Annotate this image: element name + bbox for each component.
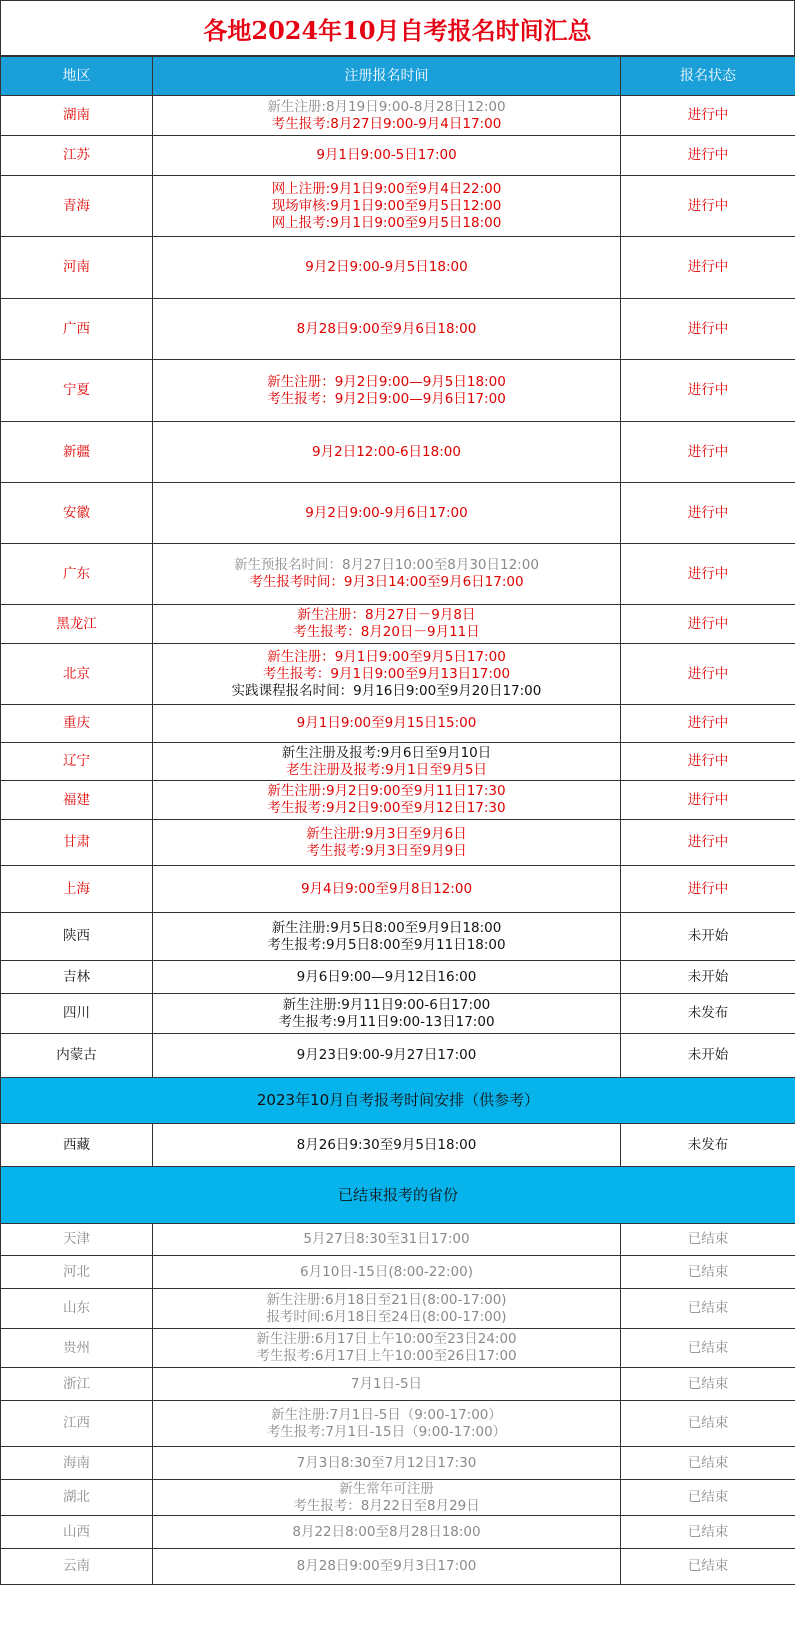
time-line: 实践课程报名时间：9月16日9:00至9月20日17:00 [231,682,542,699]
time-cell [153,96,621,136]
table-row [1,1368,795,1401]
time-cell [153,1124,621,1167]
time-line: 新生常年可注册 [339,1480,434,1497]
status-cell: 已结束 [621,1480,795,1516]
region-cell: 吉林 [1,961,153,994]
time-cell [153,1549,621,1585]
time-line: 新生注册:9月5日8:00至9月9日18:00 [271,919,502,936]
status-cell: 未开始 [621,961,795,994]
time-line: 网上报考:9月1日9:00至9月5日18:00 [271,214,502,231]
table-row [1,237,795,299]
status-cell: 进行中 [621,820,795,866]
table-row [1,299,795,360]
table-row [1,605,795,644]
status-cell: 进行中 [621,705,795,743]
time-cell [153,1034,621,1078]
region-cell: 四川 [1,994,153,1034]
section-ended-wrapper [1,1167,795,1224]
time-line: 7月1日-5日 [350,1375,423,1392]
status-cell: 进行中 [621,866,795,913]
time-cell [153,913,621,961]
status-cell: 未开始 [621,913,795,961]
table-row [1,994,795,1034]
table-row [1,1289,795,1329]
registration-table [0,56,795,1585]
region-cell: 广东 [1,544,153,605]
time-line: 考生报考:7月1日-15日（9:00-17:00） [266,1423,507,1440]
region-cell: 陕西 [1,913,153,961]
time-cell [153,1480,621,1516]
section-title-ended: 已结束报考的省份 [1,1167,795,1224]
time-line: 老生注册及报考:9月1日至9月5日 [286,761,487,778]
status-cell: 进行中 [621,605,795,644]
table-row [1,96,795,136]
region-cell: 内蒙古 [1,1034,153,1078]
status-cell: 已结束 [621,1224,795,1256]
table-row [1,1516,795,1549]
time-cell [153,961,621,994]
region-cell: 重庆 [1,705,153,743]
status-cell: 进行中 [621,176,795,237]
region-cell: 湖南 [1,96,153,136]
region-cell: 西藏 [1,1124,153,1167]
page-title: 各地2024年10月自考报名时间汇总 [0,0,795,56]
region-cell: 安徽 [1,483,153,544]
table-row [1,1124,795,1167]
time-cell [153,994,621,1034]
time-line: 7月3日8:30至7月12日17:30 [296,1454,477,1471]
time-cell [153,605,621,644]
time-cell [153,176,621,237]
time-cell [153,1289,621,1329]
table-row [1,781,795,820]
time-cell [153,1516,621,1549]
region-cell: 湖北 [1,1480,153,1516]
table-row [1,1549,795,1585]
time-cell [153,1447,621,1480]
status-cell: 未发布 [621,994,795,1034]
time-line: 9月2日9:00-9月6日17:00 [305,504,468,521]
table-row [1,820,795,866]
time-line: 新生注册:6月18日至21日(8:00-17:00) [266,1291,507,1308]
status-cell: 进行中 [621,483,795,544]
time-line: 新生注册:8月19日9:00-8月28日12:00 [267,98,506,115]
time-cell [153,237,621,299]
time-line: 考生报考：8月20日－9月11日 [293,624,480,640]
time-line: 考生报考：9月1日9:00至9月13日17:00 [262,665,511,682]
time-line: 6月10日-15日(8:00-22:00) [300,1263,473,1280]
table-row [1,866,795,913]
time-line: 9月4日9:00至9月8日12:00 [300,880,473,897]
region-cell: 河南 [1,237,153,299]
time-line: 8月26日9:30至9月5日18:00 [296,1136,477,1153]
time-line: 新生注册:7月1日-5日（9:00-17:00） [271,1406,502,1423]
region-cell: 浙江 [1,1368,153,1401]
time-line: 新生注册:9月3日至9月6日 [306,825,467,842]
time-cell [153,644,621,705]
time-line: 考生报考:9月5日8:00至9月11日18:00 [267,936,506,953]
time-cell [153,1368,621,1401]
time-line: 现场审核:9月1日9:00至9月5日12:00 [271,197,502,214]
region-cell: 广西 [1,299,153,360]
section-title-2023: 2023年10月自考报考时间安排（供参考） [1,1078,795,1124]
table-row [1,1034,795,1078]
status-cell: 已结束 [621,1516,795,1549]
table-body-2023 [1,1124,795,1167]
time-line: 网上注册:9月1日9:00至9月4日22:00 [271,180,502,197]
time-cell [153,820,621,866]
status-cell: 进行中 [621,781,795,820]
time-line: 考生报考：8月22日至8月29日 [293,1497,480,1514]
time-line: 8月28日9:00至9月6日18:00 [296,320,477,337]
table-row [1,1224,795,1256]
table-row [1,961,795,994]
time-line: 新生注册及报考:9月6日至9月10日 [281,744,492,761]
time-line: 新生注册:9月2日9:00至9月11日17:30 [267,783,506,799]
time-cell [153,136,621,176]
region-cell: 黑龙江 [1,605,153,644]
section-row-2023 [1,1078,795,1124]
table-row [1,1447,795,1480]
time-cell [153,1256,621,1289]
time-cell [153,299,621,360]
section-row-ended [1,1167,795,1224]
region-cell: 青海 [1,176,153,237]
status-cell: 进行中 [621,644,795,705]
time-line: 报考时间:6月18日至24日(8:00-17:00) [266,1308,507,1325]
region-cell: 云南 [1,1549,153,1585]
table-row [1,743,795,781]
region-cell: 海南 [1,1447,153,1480]
table-row [1,1480,795,1516]
region-cell: 福建 [1,781,153,820]
time-line: 9月2日9:00-9月5日18:00 [305,259,468,275]
region-cell: 河北 [1,1256,153,1289]
table-row [1,1401,795,1447]
table-row [1,1329,795,1368]
table-row [1,913,795,961]
region-cell: 江苏 [1,136,153,176]
region-cell: 辽宁 [1,743,153,781]
time-cell [153,1224,621,1256]
region-cell: 贵州 [1,1329,153,1368]
time-cell [153,1401,621,1447]
region-cell: 天津 [1,1224,153,1256]
status-cell: 已结束 [621,1289,795,1329]
time-line: 9月6日9:00—9月12日16:00 [296,968,477,985]
status-cell: 已结束 [621,1329,795,1368]
time-line: 8月28日9:00至9月3日17:00 [296,1558,477,1574]
table-row [1,176,795,237]
region-cell: 江西 [1,1401,153,1447]
time-line: 新生注册：9月1日9:00至9月5日17:00 [267,648,506,665]
time-line: 9月23日9:00-9月27日17:00 [296,1047,477,1063]
status-cell: 进行中 [621,422,795,483]
time-cell [153,866,621,913]
table-row [1,644,795,705]
time-line: 9月1日9:00-5日17:00 [316,147,457,163]
time-line: 考生报考:9月3日至9月9日 [306,842,467,859]
table-row [1,136,795,176]
time-line: 8月22日8:00至8月28日18:00 [292,1523,481,1540]
status-cell: 未开始 [621,1034,795,1078]
time-line: 5月27日8:30至31日17:00 [303,1231,470,1247]
status-cell: 进行中 [621,136,795,176]
time-cell [153,544,621,605]
time-line: 新生注册：9月2日9:00—9月5日18:00 [267,373,506,390]
status-cell: 已结束 [621,1256,795,1289]
region-cell: 宁夏 [1,360,153,422]
time-line: 考生报考:8月27日9:00-9月4日17:00 [271,115,502,132]
time-line: 考生报考时间：9月3日14:00至9月6日17:00 [249,574,524,590]
status-cell: 进行中 [621,743,795,781]
header-row [1,57,795,96]
time-cell [153,743,621,781]
time-cell [153,705,621,743]
header-status: 报名状态 [621,57,795,96]
time-cell [153,360,621,422]
header-time: 注册报名时间 [153,57,621,96]
region-cell: 山东 [1,1289,153,1329]
time-line: 新生注册:9月11日9:00-6日17:00 [282,996,491,1013]
table-row [1,483,795,544]
time-cell [153,483,621,544]
region-cell: 上海 [1,866,153,913]
time-cell [153,781,621,820]
status-cell: 已结束 [621,1401,795,1447]
time-line: 考生报考:9月2日9:00至9月12日17:30 [267,800,506,816]
time-line: 新生预报名时间：8月27日10:00至8月30日12:00 [234,557,539,573]
time-line: 新生注册：8月27日－9月8日 [297,607,476,623]
table-row [1,1256,795,1289]
region-cell: 新疆 [1,422,153,483]
time-line: 考生报考:9月11日9:00-13日17:00 [278,1013,495,1030]
status-cell: 进行中 [621,544,795,605]
region-cell: 山西 [1,1516,153,1549]
table-row [1,360,795,422]
region-cell: 北京 [1,644,153,705]
table-row [1,705,795,743]
section-2023-wrapper [1,1078,795,1124]
time-line: 9月2日12:00-6日18:00 [312,443,461,460]
time-cell [153,1329,621,1368]
header-region: 地区 [1,57,153,96]
time-line: 考生报考:6月17日上午10:00至26日17:00 [256,1348,517,1364]
time-line: 9月1日9:00至9月15日15:00 [296,715,477,731]
status-cell: 进行中 [621,299,795,360]
time-cell [153,422,621,483]
status-cell: 进行中 [621,360,795,422]
status-cell: 进行中 [621,237,795,299]
status-cell: 未发布 [621,1124,795,1167]
status-cell: 进行中 [621,96,795,136]
table-body-ended [1,1224,795,1585]
status-cell: 已结束 [621,1549,795,1585]
time-line: 新生注册:6月17日上午10:00至23日24:00 [256,1331,517,1347]
status-cell: 已结束 [621,1447,795,1480]
region-cell: 甘肃 [1,820,153,866]
table-body-2024 [1,96,795,1078]
table-row [1,422,795,483]
status-cell: 已结束 [621,1368,795,1401]
time-line: 考生报考：9月2日9:00—9月6日17:00 [267,390,506,407]
table-row [1,544,795,605]
